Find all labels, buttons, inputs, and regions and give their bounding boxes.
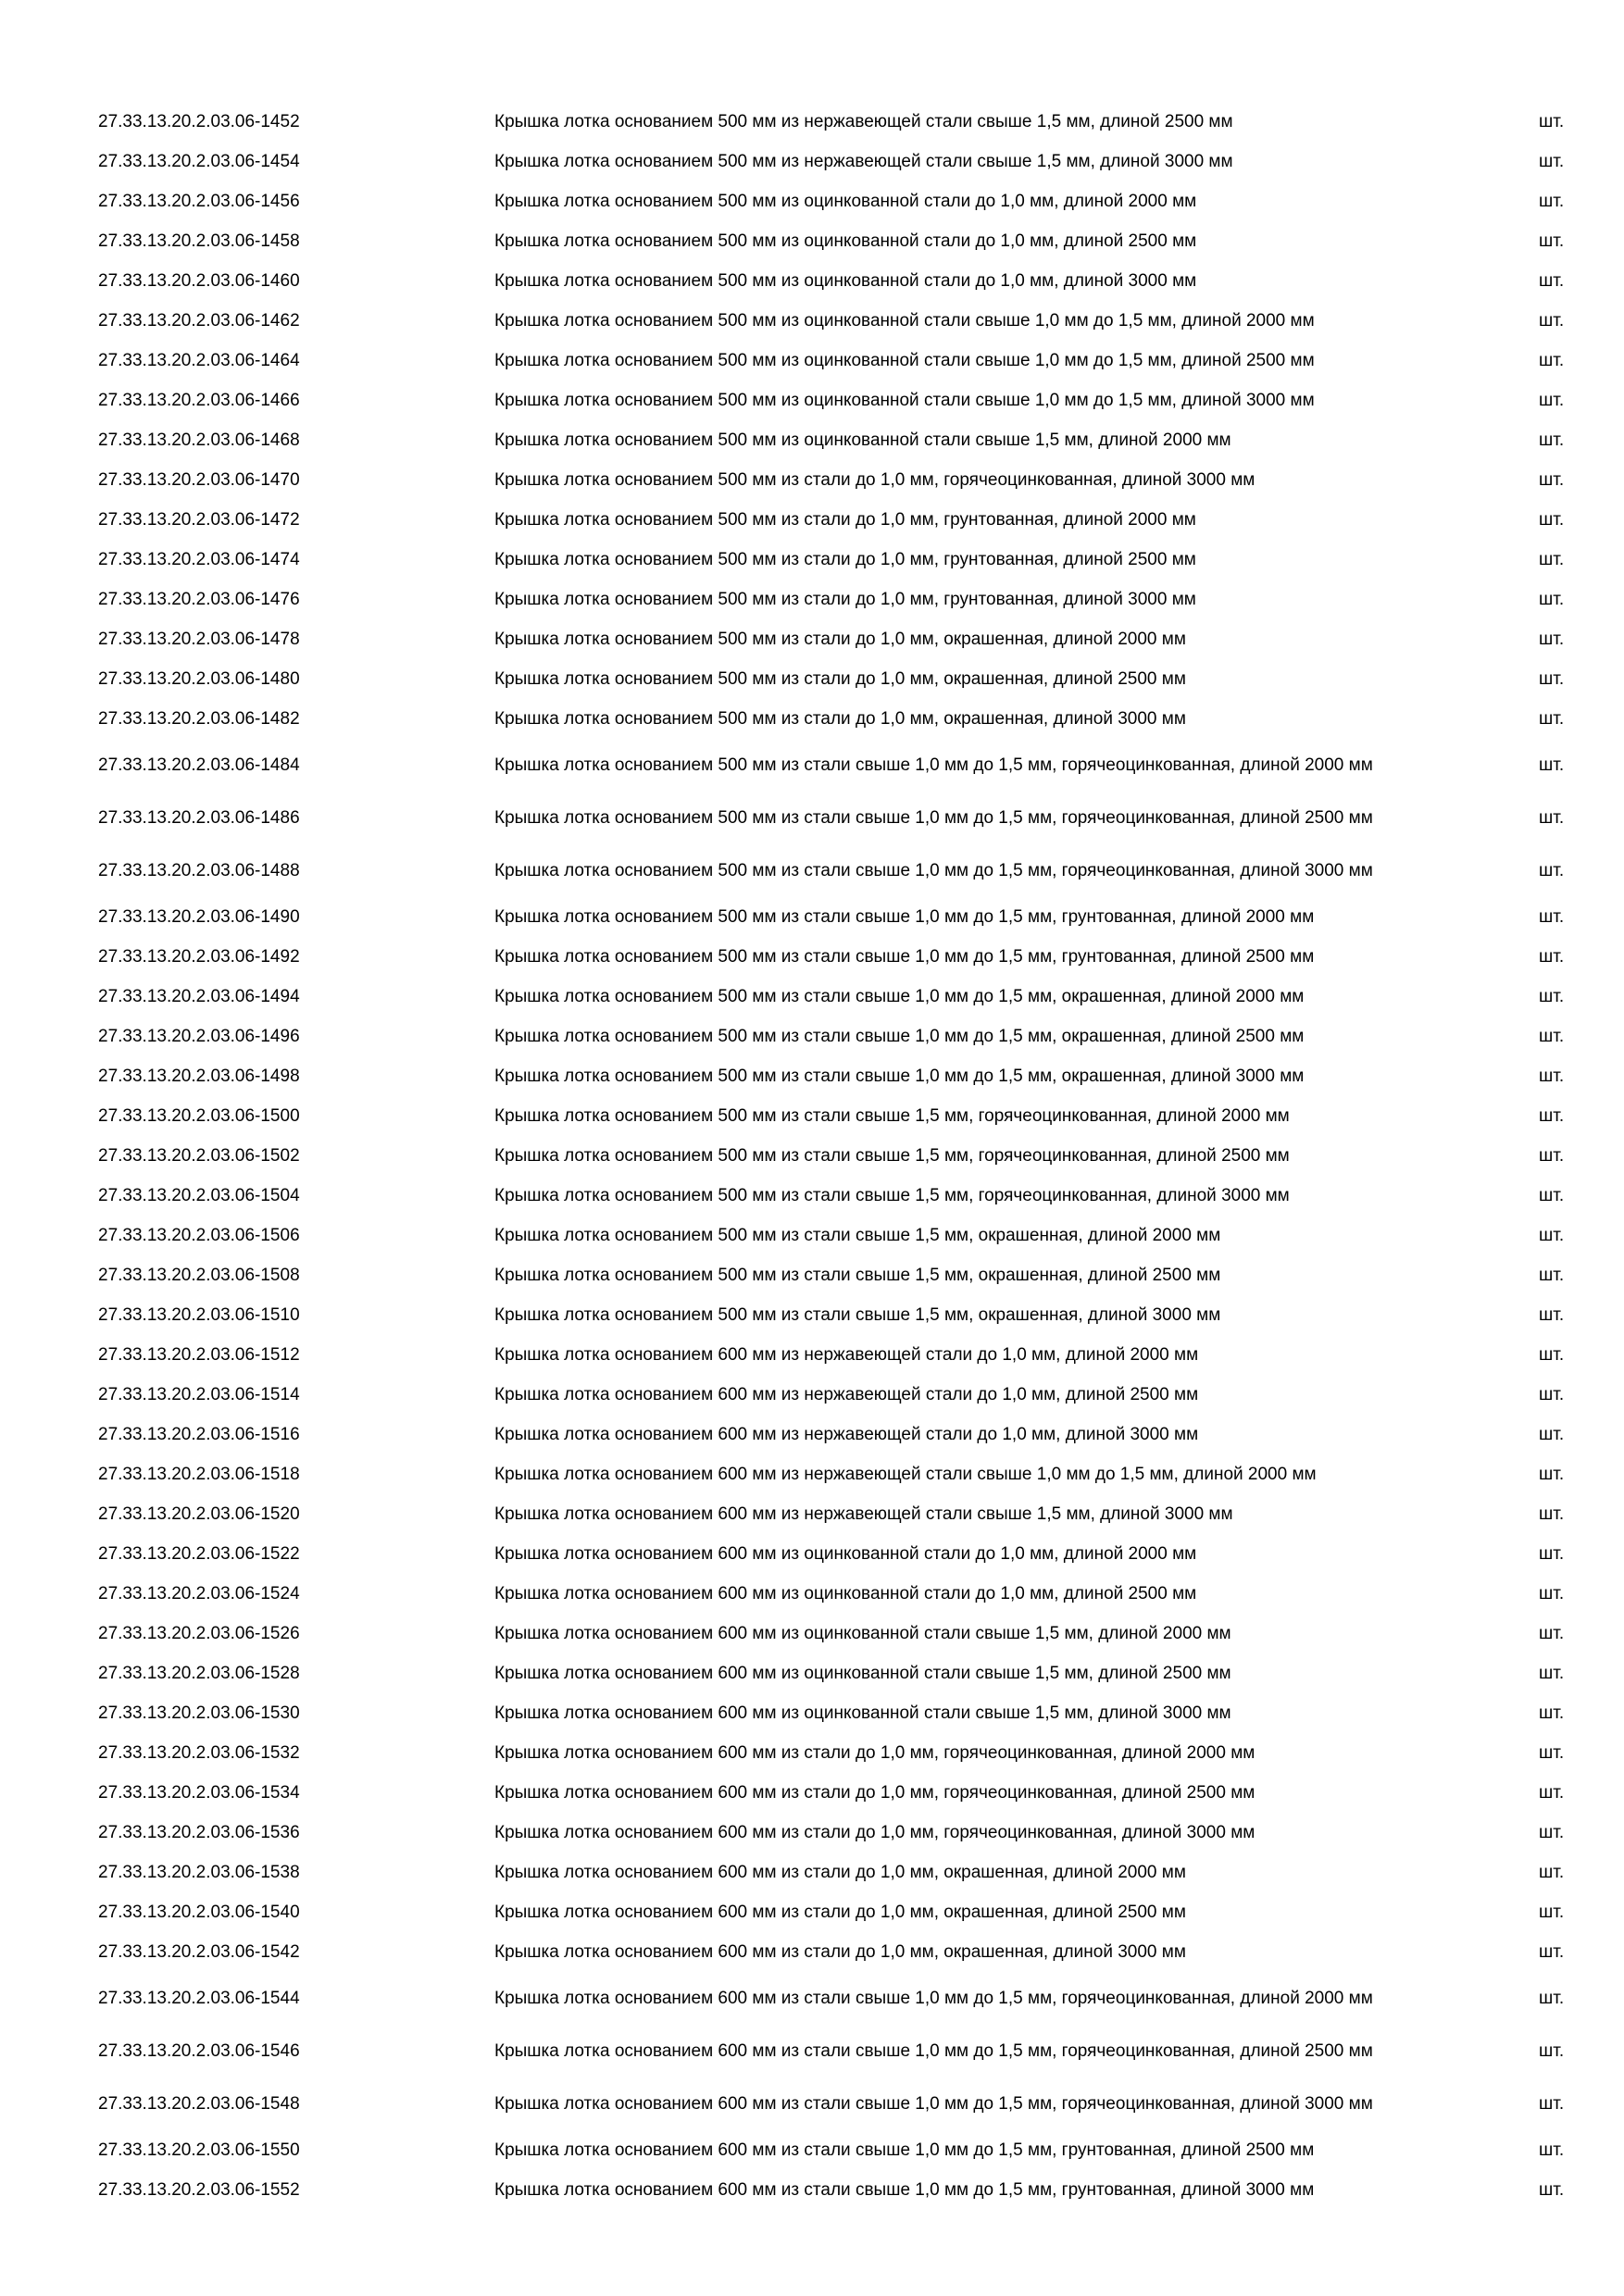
- item-name: Крышка лотка основанием 500 мм из стали свыше 1,0 мм до 1,5 мм, грунтованная, длиной 2500 мм: [494, 947, 1315, 967]
- item-name: Крышка лотка основанием 600 мм из стали до 1,0 мм, окрашенная, длиной 2000 мм: [494, 1863, 1186, 1882]
- item-code: 27.33.13.20.2.03.06-1538: [98, 1862, 300, 1882]
- item-unit: шт.: [1539, 1941, 1565, 1962]
- item-code: 27.33.13.20.2.03.06-1512: [98, 1344, 300, 1365]
- item-name: Крышка лотка основанием 600 мм из стали до 1,0 мм, горячеоцинкованная, длиной 3000 мм: [494, 1823, 1255, 1842]
- item-code: 27.33.13.20.2.03.06-1468: [98, 430, 300, 450]
- item-name: Крышка лотка основанием 500 мм из нержавеющей стали свыше 1,5 мм, длиной 2500 мм: [494, 112, 1233, 131]
- table-row: [0, 1295, 1624, 1335]
- item-code: 27.33.13.20.2.03.06-1486: [98, 807, 300, 828]
- item-unit: шт.: [1539, 1703, 1565, 1723]
- table-row: [0, 792, 1624, 844]
- table-row: [0, 619, 1624, 659]
- item-code: 27.33.13.20.2.03.06-1520: [98, 1504, 300, 1524]
- item-name: Крышка лотка основанием 600 мм из нержавеющей стали свыше 1,5 мм, длиной 3000 мм: [494, 1504, 1233, 1524]
- item-unit: шт.: [1539, 111, 1565, 131]
- item-name: Крышка лотка основанием 500 мм из стали до 1,0 мм, грунтованная, длиной 2000 мм: [494, 510, 1196, 530]
- table-row: [0, 1415, 1624, 1454]
- item-name: Крышка лотка основанием 500 мм из оцинкованной стали до 1,0 мм, длиной 2500 мм: [494, 231, 1197, 251]
- table-row: [0, 739, 1624, 792]
- table-row: [0, 381, 1624, 420]
- item-code: 27.33.13.20.2.03.06-1508: [98, 1265, 300, 1285]
- item-unit: шт.: [1539, 1663, 1565, 1683]
- table-row: [0, 301, 1624, 341]
- item-code: 27.33.13.20.2.03.06-1460: [98, 270, 300, 291]
- item-code: 27.33.13.20.2.03.06-1530: [98, 1703, 300, 1723]
- item-name: Крышка лотка основанием 500 мм из оцинкованной стали свыше 1,0 мм до 1,5 мм, длиной 3000 мм: [494, 391, 1315, 410]
- item-code: 27.33.13.20.2.03.06-1466: [98, 390, 300, 410]
- item-name: Крышка лотка основанием 500 мм из стали свыше 1,0 мм до 1,5 мм, грунтованная, длиной 2000 мм: [494, 907, 1315, 927]
- table-row: [0, 1813, 1624, 1853]
- item-code: 27.33.13.20.2.03.06-1518: [98, 1464, 300, 1484]
- item-unit: шт.: [1539, 946, 1565, 967]
- item-name: Крышка лотка основанием 500 мм из оцинкованной стали до 1,0 мм, длиной 2000 мм: [494, 192, 1197, 211]
- table-row: [0, 1454, 1624, 1494]
- item-code: 27.33.13.20.2.03.06-1492: [98, 946, 300, 967]
- item-code: 27.33.13.20.2.03.06-1500: [98, 1105, 300, 1126]
- table-row: [0, 1176, 1624, 1216]
- item-unit: шт.: [1539, 1543, 1565, 1564]
- item-name: Крышка лотка основанием 500 мм из стали до 1,0 мм, горячеоцинкованная, длиной 3000 мм: [494, 470, 1255, 490]
- item-unit: шт.: [1539, 2093, 1565, 2114]
- item-unit: шт.: [1539, 151, 1565, 171]
- item-unit: шт.: [1539, 2179, 1565, 2200]
- item-name: Крышка лотка основанием 500 мм из стали свыше 1,0 мм до 1,5 мм, окрашенная, длиной 2000 мм: [494, 987, 1305, 1006]
- item-code: 27.33.13.20.2.03.06-1456: [98, 191, 300, 211]
- table-row: [0, 1136, 1624, 1176]
- item-code: 27.33.13.20.2.03.06-1524: [98, 1583, 300, 1603]
- table-row: [0, 1056, 1624, 1096]
- item-unit: шт.: [1539, 1265, 1565, 1285]
- item-code: 27.33.13.20.2.03.06-1516: [98, 1424, 300, 1444]
- table-row: [0, 2025, 1624, 2078]
- item-name: Крышка лотка основанием 500 мм из стали свыше 1,5 мм, окрашенная, длиной 3000 мм: [494, 1305, 1221, 1325]
- item-code: 27.33.13.20.2.03.06-1480: [98, 668, 300, 689]
- item-unit: шт.: [1539, 1145, 1565, 1166]
- item-unit: шт.: [1539, 390, 1565, 410]
- item-name: Крышка лотка основанием 500 мм из оцинкованной стали свыше 1,0 мм до 1,5 мм, длиной 2500 мм: [494, 351, 1315, 370]
- item-name: Крышка лотка основанием 500 мм из оцинкованной стали свыше 1,0 мм до 1,5 мм, длиной 2000 мм: [494, 311, 1315, 331]
- table-row: [0, 341, 1624, 381]
- item-unit: шт.: [1539, 469, 1565, 490]
- item-code: 27.33.13.20.2.03.06-1546: [98, 2040, 300, 2061]
- item-code: 27.33.13.20.2.03.06-1544: [98, 1988, 300, 2008]
- item-code: 27.33.13.20.2.03.06-1484: [98, 755, 300, 775]
- item-code: 27.33.13.20.2.03.06-1452: [98, 111, 300, 131]
- item-name: Крышка лотка основанием 500 мм из нержавеющей стали свыше 1,5 мм, длиной 3000 мм: [494, 152, 1233, 171]
- item-unit: шт.: [1539, 270, 1565, 291]
- item-name: Крышка лотка основанием 500 мм из стали свыше 1,0 мм до 1,5 мм, горячеоцинкованная, длиной 2500 мм: [494, 808, 1373, 828]
- table-row: [0, 699, 1624, 739]
- item-name: Крышка лотка основанием 500 мм из стали свыше 1,0 мм до 1,5 мм, окрашенная, длиной 2500 мм: [494, 1027, 1305, 1046]
- item-name: Крышка лотка основанием 500 мм из стали свыше 1,5 мм, горячеоцинкованная, длиной 2500 мм: [494, 1146, 1290, 1166]
- item-name: Крышка лотка основанием 600 мм из оцинкованной стали до 1,0 мм, длиной 2000 мм: [494, 1544, 1197, 1564]
- item-unit: шт.: [1539, 1185, 1565, 1205]
- item-code: 27.33.13.20.2.03.06-1526: [98, 1623, 300, 1643]
- table-row: [0, 2078, 1624, 2130]
- item-name: Крышка лотка основанием 600 мм из стали свыше 1,0 мм до 1,5 мм, горячеоцинкованная, длиной 3000 мм: [494, 2094, 1373, 2114]
- item-name: Крышка лотка основанием 500 мм из оцинкованной стали до 1,0 мм, длиной 3000 мм: [494, 271, 1197, 291]
- item-code: 27.33.13.20.2.03.06-1464: [98, 350, 300, 370]
- table-row: [0, 1932, 1624, 1972]
- table-row: [0, 1972, 1624, 2025]
- item-unit: шт.: [1539, 807, 1565, 828]
- item-code: 27.33.13.20.2.03.06-1540: [98, 1902, 300, 1922]
- item-code: 27.33.13.20.2.03.06-1474: [98, 549, 300, 569]
- table-row: [0, 1216, 1624, 1255]
- item-unit: шт.: [1539, 1862, 1565, 1882]
- table-row: [0, 142, 1624, 181]
- table-row: [0, 1892, 1624, 1932]
- item-unit: шт.: [1539, 1623, 1565, 1643]
- item-code: 27.33.13.20.2.03.06-1502: [98, 1145, 300, 1166]
- item-name: Крышка лотка основанием 600 мм из стали свыше 1,0 мм до 1,5 мм, грунтованная, длиной 3000 мм: [494, 2180, 1315, 2200]
- item-unit: шт.: [1539, 509, 1565, 530]
- item-unit: шт.: [1539, 986, 1565, 1006]
- item-code: 27.33.13.20.2.03.06-1532: [98, 1742, 300, 1763]
- item-code: 27.33.13.20.2.03.06-1478: [98, 629, 300, 649]
- item-name: Крышка лотка основанием 500 мм из стали до 1,0 мм, грунтованная, длиной 3000 мм: [494, 590, 1196, 609]
- item-unit: шт.: [1539, 1304, 1565, 1325]
- table-row: [0, 1255, 1624, 1295]
- item-unit: шт.: [1539, 1988, 1565, 2008]
- table-row: [0, 460, 1624, 500]
- item-code: 27.33.13.20.2.03.06-1536: [98, 1822, 300, 1842]
- table-row: [0, 1693, 1624, 1733]
- item-name: Крышка лотка основанием 500 мм из стали свыше 1,5 мм, окрашенная, длиной 2000 мм: [494, 1226, 1221, 1245]
- item-name: Крышка лотка основанием 600 мм из стали до 1,0 мм, окрашенная, длиной 3000 мм: [494, 1942, 1186, 1962]
- item-name: Крышка лотка основанием 500 мм из стали до 1,0 мм, окрашенная, длиной 2500 мм: [494, 669, 1186, 689]
- item-code: 27.33.13.20.2.03.06-1506: [98, 1225, 300, 1245]
- item-code: 27.33.13.20.2.03.06-1510: [98, 1304, 300, 1325]
- item-code: 27.33.13.20.2.03.06-1504: [98, 1185, 300, 1205]
- item-unit: шт.: [1539, 668, 1565, 689]
- item-code: 27.33.13.20.2.03.06-1458: [98, 231, 300, 251]
- item-name: Крышка лотка основанием 600 мм из оцинкованной стали свыше 1,5 мм, длиной 2000 мм: [494, 1624, 1231, 1643]
- item-unit: шт.: [1539, 1902, 1565, 1922]
- item-code: 27.33.13.20.2.03.06-1494: [98, 986, 300, 1006]
- table-row: [0, 1017, 1624, 1056]
- item-name: Крышка лотка основанием 600 мм из оцинкованной стали свыше 1,5 мм, длиной 2500 мм: [494, 1664, 1231, 1683]
- item-unit: шт.: [1539, 1464, 1565, 1484]
- item-name: Крышка лотка основанием 500 мм из стали свыше 1,0 мм до 1,5 мм, горячеоцинкованная, длиной 3000 мм: [494, 861, 1373, 880]
- item-unit: шт.: [1539, 708, 1565, 729]
- table-row: [0, 580, 1624, 619]
- table-row: [0, 2170, 1624, 2210]
- item-name: Крышка лотка основанием 500 мм из стали свыше 1,5 мм, окрашенная, длиной 2500 мм: [494, 1266, 1221, 1285]
- table-row: [0, 2130, 1624, 2170]
- item-code: 27.33.13.20.2.03.06-1522: [98, 1543, 300, 1564]
- item-code: 27.33.13.20.2.03.06-1542: [98, 1941, 300, 1962]
- item-unit: шт.: [1539, 860, 1565, 880]
- table-row: [0, 977, 1624, 1017]
- item-name: Крышка лотка основанием 500 мм из стали до 1,0 мм, грунтованная, длиной 2500 мм: [494, 550, 1196, 569]
- item-code: 27.33.13.20.2.03.06-1498: [98, 1066, 300, 1086]
- item-code: 27.33.13.20.2.03.06-1548: [98, 2093, 300, 2114]
- table-row: [0, 420, 1624, 460]
- table-row: [0, 1096, 1624, 1136]
- item-code: 27.33.13.20.2.03.06-1488: [98, 860, 300, 880]
- item-unit: шт.: [1539, 1424, 1565, 1444]
- item-name: Крышка лотка основанием 500 мм из стали свыше 1,5 мм, горячеоцинкованная, длиной 2000 мм: [494, 1106, 1290, 1126]
- table-row: [0, 540, 1624, 580]
- item-name: Крышка лотка основанием 600 мм из стали до 1,0 мм, горячеоцинкованная, длиной 2000 мм: [494, 1743, 1255, 1763]
- item-name: Крышка лотка основанием 600 мм из нержавеющей стали до 1,0 мм, длиной 2000 мм: [494, 1345, 1199, 1365]
- item-code: 27.33.13.20.2.03.06-1482: [98, 708, 300, 729]
- item-unit: шт.: [1539, 310, 1565, 331]
- item-code: 27.33.13.20.2.03.06-1470: [98, 469, 300, 490]
- item-code: 27.33.13.20.2.03.06-1528: [98, 1663, 300, 1683]
- item-name: Крышка лотка основанием 600 мм из нержавеющей стали до 1,0 мм, длиной 3000 мм: [494, 1425, 1199, 1444]
- item-name: Крышка лотка основанием 500 мм из стали до 1,0 мм, окрашенная, длиной 3000 мм: [494, 709, 1186, 729]
- item-name: Крышка лотка основанием 500 мм из стали до 1,0 мм, окрашенная, длиной 2000 мм: [494, 630, 1186, 649]
- table-row: [0, 844, 1624, 897]
- item-code: 27.33.13.20.2.03.06-1552: [98, 2179, 300, 2200]
- item-unit: шт.: [1539, 549, 1565, 569]
- table-row: [0, 500, 1624, 540]
- item-unit: шт.: [1539, 1225, 1565, 1245]
- item-code: 27.33.13.20.2.03.06-1490: [98, 906, 300, 927]
- item-unit: шт.: [1539, 1782, 1565, 1803]
- item-unit: шт.: [1539, 1066, 1565, 1086]
- table-row: [0, 1534, 1624, 1574]
- item-name: Крышка лотка основанием 500 мм из стали свыше 1,5 мм, горячеоцинкованная, длиной 3000 мм: [494, 1186, 1290, 1205]
- item-code: 27.33.13.20.2.03.06-1472: [98, 509, 300, 530]
- item-code: 27.33.13.20.2.03.06-1454: [98, 151, 300, 171]
- item-code: 27.33.13.20.2.03.06-1476: [98, 589, 300, 609]
- table-row: [0, 1375, 1624, 1415]
- item-name: Крышка лотка основанием 500 мм из оцинкованной стали свыше 1,5 мм, длиной 2000 мм: [494, 430, 1231, 450]
- item-unit: шт.: [1539, 589, 1565, 609]
- item-unit: шт.: [1539, 1105, 1565, 1126]
- item-unit: шт.: [1539, 755, 1565, 775]
- item-code: 27.33.13.20.2.03.06-1514: [98, 1384, 300, 1404]
- item-code: 27.33.13.20.2.03.06-1534: [98, 1782, 300, 1803]
- table-row: [0, 1773, 1624, 1813]
- item-name: Крышка лотка основанием 600 мм из нержавеющей стали свыше 1,0 мм до 1,5 мм, длиной 2000 мм: [494, 1465, 1317, 1484]
- item-unit: шт.: [1539, 1742, 1565, 1763]
- item-unit: шт.: [1539, 1384, 1565, 1404]
- table-row: [0, 1494, 1624, 1534]
- table-row: [0, 1335, 1624, 1375]
- table-row: [0, 102, 1624, 142]
- item-unit: шт.: [1539, 906, 1565, 927]
- item-name: Крышка лотка основанием 600 мм из стали до 1,0 мм, горячеоцинкованная, длиной 2500 мм: [494, 1783, 1255, 1803]
- item-name: Крышка лотка основанием 500 мм из стали свыше 1,0 мм до 1,5 мм, горячеоцинкованная, длиной 2000 мм: [494, 755, 1373, 775]
- table-row: [0, 1653, 1624, 1693]
- item-unit: шт.: [1539, 1344, 1565, 1365]
- item-name: Крышка лотка основанием 600 мм из нержавеющей стали до 1,0 мм, длиной 2500 мм: [494, 1385, 1199, 1404]
- table-row: [0, 897, 1624, 937]
- item-name: Крышка лотка основанием 600 мм из стали свыше 1,0 мм до 1,5 мм, горячеоцинкованная, длиной 2000 мм: [494, 1989, 1373, 2008]
- table-row: [0, 1614, 1624, 1653]
- item-unit: шт.: [1539, 430, 1565, 450]
- table-row: [0, 181, 1624, 221]
- table-row: [0, 261, 1624, 301]
- item-unit: шт.: [1539, 1026, 1565, 1046]
- item-unit: шт.: [1539, 629, 1565, 649]
- item-name: Крышка лотка основанием 600 мм из стали свыше 1,0 мм до 1,5 мм, горячеоцинкованная, длиной 2500 мм: [494, 2041, 1373, 2061]
- item-unit: шт.: [1539, 2140, 1565, 2160]
- item-code: 27.33.13.20.2.03.06-1462: [98, 310, 300, 331]
- table-row: [0, 1853, 1624, 1892]
- item-name: Крышка лотка основанием 600 мм из оцинкованной стали до 1,0 мм, длиной 2500 мм: [494, 1584, 1197, 1603]
- item-code: 27.33.13.20.2.03.06-1496: [98, 1026, 300, 1046]
- item-name: Крышка лотка основанием 500 мм из стали свыше 1,0 мм до 1,5 мм, окрашенная, длиной 3000 мм: [494, 1067, 1305, 1086]
- table-row: [0, 1733, 1624, 1773]
- item-name: Крышка лотка основанием 600 мм из оцинкованной стали свыше 1,5 мм, длиной 3000 мм: [494, 1703, 1231, 1723]
- item-unit: шт.: [1539, 1822, 1565, 1842]
- item-name: Крышка лотка основанием 600 мм из стали до 1,0 мм, окрашенная, длиной 2500 мм: [494, 1903, 1186, 1922]
- item-unit: шт.: [1539, 191, 1565, 211]
- item-unit: шт.: [1539, 1583, 1565, 1603]
- catalog-table: [0, 102, 1624, 2210]
- table-row: [0, 221, 1624, 261]
- item-unit: шт.: [1539, 231, 1565, 251]
- item-unit: шт.: [1539, 1504, 1565, 1524]
- item-code: 27.33.13.20.2.03.06-1550: [98, 2140, 300, 2160]
- item-unit: шт.: [1539, 2040, 1565, 2061]
- table-row: [0, 937, 1624, 977]
- item-unit: шт.: [1539, 350, 1565, 370]
- item-name: Крышка лотка основанием 600 мм из стали свыше 1,0 мм до 1,5 мм, грунтованная, длиной 2500 мм: [494, 2140, 1315, 2160]
- table-row: [0, 1574, 1624, 1614]
- table-row: [0, 659, 1624, 699]
